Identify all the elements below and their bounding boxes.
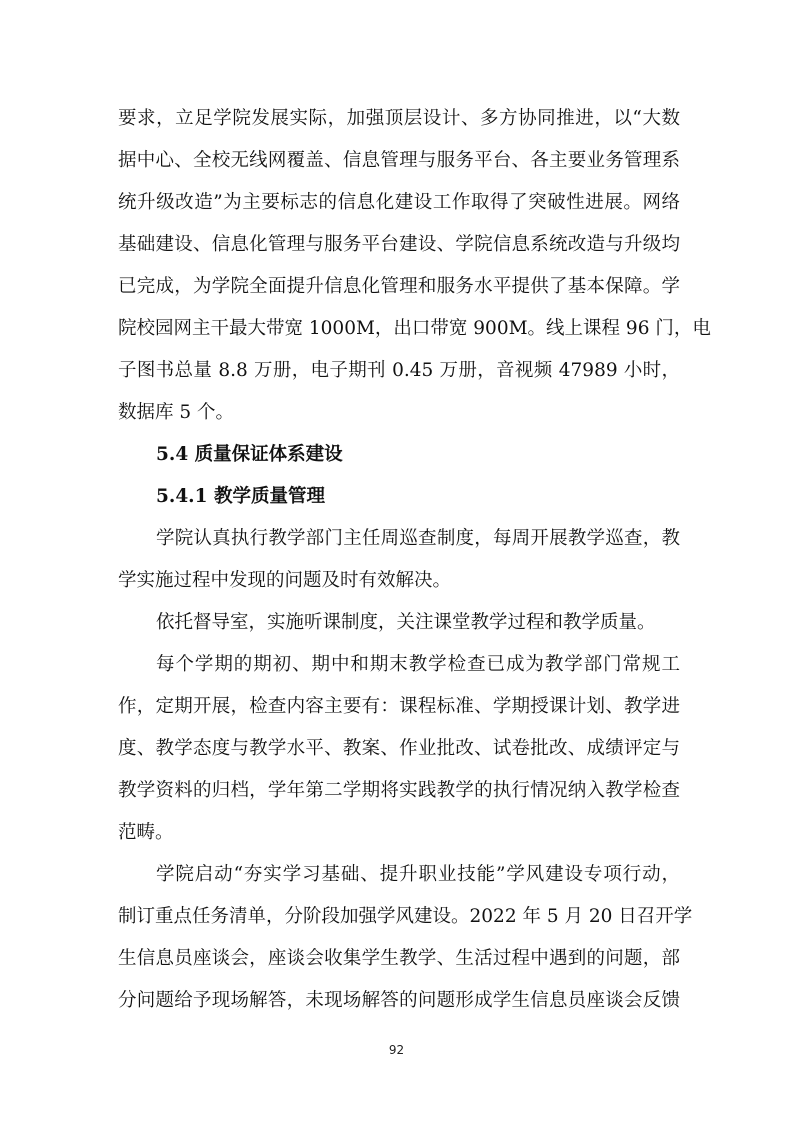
body-text-line: 学实施过程中发现的问题及时有效解决。 (118, 570, 452, 591)
body-text-line: 统升级改造”为主要标志的信息化建设工作取得了突破性进展。网络 (118, 192, 680, 213)
body-text-line: 分问题给予现场解答，未现场解答的问题形成学生信息员座谈会反馈 (118, 990, 680, 1011)
body-text-line: 每个学期的期初、期中和期末教学检查已成为教学部门常规工 (156, 654, 680, 675)
body-text-line: 范畴。 (118, 822, 174, 843)
body-text-line: 度、教学态度与教学水平、教案、作业批改、试卷批改、成绩评定与 (118, 738, 680, 759)
body-text-line: 依托督导室，实施听课制度，关注课堂教学过程和教学质量。 (156, 612, 656, 633)
body-text-line: 制订重点任务清单，分阶段加强学风建设。2022 年 5 月 20 日召开学 (118, 906, 693, 927)
body-text-line: 教学资料的归档，学年第二学期将实践教学的执行情况纳入教学检查 (118, 780, 680, 801)
body-text-line: 院校园网主干最大带宽 1000M，出口带宽 900M。线上课程 96 门，电 (118, 318, 711, 339)
body-text-line: 数据库 5 个。 (118, 402, 235, 423)
body-text-line: 学院认真执行教学部门主任周巡查制度，每周开展教学巡查，教 (156, 528, 680, 549)
body-text-line: 要求，立足学院发展实际，加强顶层设计、多方协同推进，以“大数 (118, 108, 680, 129)
body-text-line: 基础建设、信息化管理与服务平台建设、学院信息系统改造与升级均 (118, 234, 680, 255)
section-heading: 5.4 质量保证体系建设 (156, 444, 343, 465)
body-text-line: 据中心、全校无线网覆盖、信息管理与服务平台、各主要业务管理系 (118, 150, 680, 171)
page-number: 92 (388, 1043, 405, 1057)
subsection-heading: 5.4.1 教学质量管理 (156, 486, 325, 507)
body-text-line: 作，定期开展，检查内容主要有：课程标准、学期授课计划、教学进 (118, 696, 680, 717)
body-text-line: 学院启动“夯实学习基础、提升职业技能”学风建设专项行动， (156, 864, 680, 885)
body-text-line: 已完成，为学院全面提升信息化管理和服务水平提供了基本保障。学 (118, 276, 680, 297)
body-text-line: 子图书总量 8.8 万册，电子期刊 0.45 万册，音视频 47989 小时， (118, 360, 680, 381)
body-text-line: 生信息员座谈会，座谈会收集学生教学、生活过程中遇到的问题，部 (118, 948, 680, 969)
